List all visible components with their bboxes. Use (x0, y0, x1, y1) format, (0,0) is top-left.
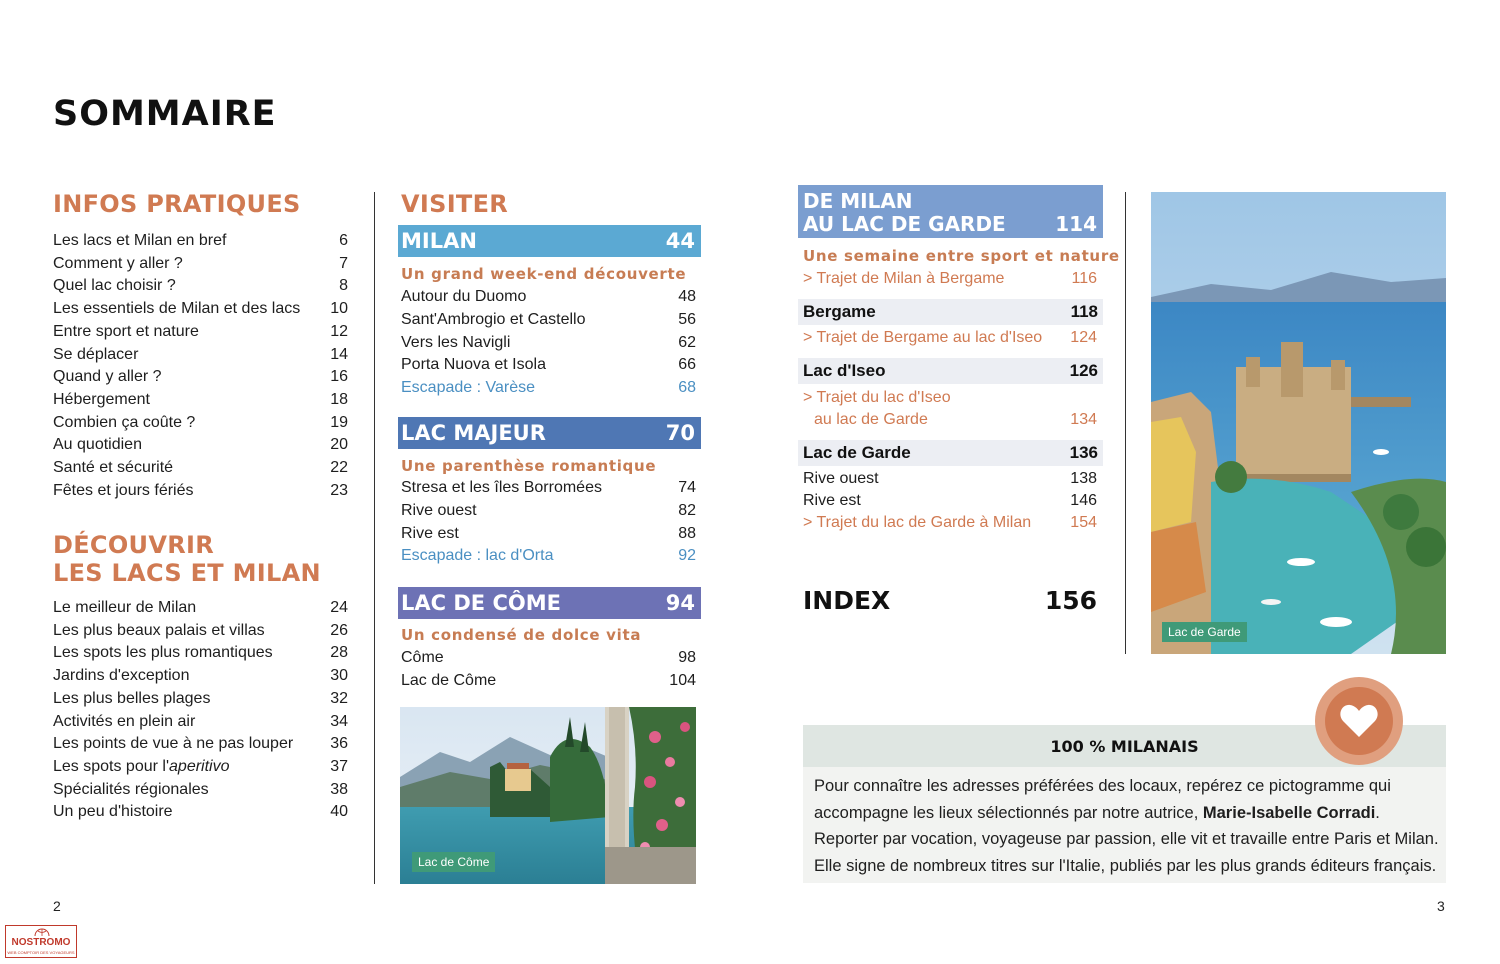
milan-title: MILAN (401, 229, 477, 253)
milanais-text-after: . Reporter par vocation, voyageuse par passion, elle vit et travaille entre Paris et Milan. Elle signe de nombreux titres sur l'Italie, publiés par les plus grands éditeurs français. (814, 803, 1439, 875)
toc-entry-label-text: Côme (401, 649, 444, 666)
toc-entry-page: 34 (330, 712, 348, 730)
toc-entry-label-text: Les plus beaux palais et villas (53, 621, 265, 639)
toc-entry-label: Bergame (803, 302, 876, 321)
toc-entry-label-text: Sant'Ambrogio et Castello (401, 310, 586, 328)
majeur-band (398, 417, 701, 449)
milanais-text (814, 773, 1439, 879)
toc-entry[interactable] (53, 780, 348, 800)
decouvrir-heading (53, 531, 321, 587)
toc-entry[interactable] (401, 546, 696, 566)
toc-entry-label-line1: > Trajet du lac d'Iseo (803, 389, 951, 406)
toc-entry-page: 6 (339, 232, 348, 249)
toc-entry-label-text: Hébergement (53, 390, 150, 408)
toc-entry-page: 104 (669, 671, 696, 689)
column-divider (374, 192, 375, 884)
toc-entry-page: 138 (1070, 470, 1097, 487)
milan-page: 44 (665, 229, 695, 253)
toc-entry-label (53, 390, 150, 410)
toc-entry-label-text: Vers les Navigli (401, 333, 511, 351)
visiter-heading: VISITER (401, 190, 509, 218)
toc-entry-label (53, 413, 195, 433)
toc-entry-page: 126 (1069, 361, 1098, 380)
toc-entry-label-text: Les plus belles plages (53, 689, 211, 707)
garde-page: 114 (1055, 212, 1097, 236)
toc-entry-label-line2: au lac de Garde (814, 411, 928, 428)
toc-entry-index[interactable] (803, 586, 1097, 615)
toc-entry-label: > Trajet de Milan à Bergame (803, 270, 1005, 287)
toc-entry-page: 98 (678, 649, 696, 666)
toc-entry-page: 124 (1070, 329, 1097, 346)
toc-entry-label (53, 367, 162, 387)
toc-entry-page: 146 (1070, 492, 1097, 509)
toc-entry[interactable] (401, 333, 696, 353)
page-number-left: 2 (53, 898, 61, 914)
toc-entry-label-text: Se déplacer (53, 345, 139, 363)
heart-badge (1315, 677, 1403, 765)
toc-entry[interactable] (53, 299, 348, 319)
toc-entry-iseo[interactable] (798, 358, 1103, 384)
toc-entry[interactable] (401, 310, 696, 330)
toc-entry-rive-ouest[interactable] (803, 469, 1097, 489)
toc-entry-label-text: Autour du Duomo (401, 288, 527, 305)
toc-entry[interactable] (53, 413, 348, 433)
column-divider-right (1125, 192, 1126, 654)
toc-entry[interactable] (53, 712, 348, 732)
milan-band (398, 225, 701, 257)
toc-entry-label-text: Activités en plein air (53, 712, 196, 730)
toc-entry-label (53, 435, 142, 455)
come-title: LAC DE CÔME (401, 591, 561, 615)
toc-entry-label-text: Rive est (401, 524, 459, 542)
toc-entry-label (53, 666, 189, 686)
toc-entry-label (53, 345, 138, 365)
toc-entry-label-text: Escapade : lac d'Orta (401, 547, 554, 565)
toc-entry-label (401, 310, 585, 330)
toc-entry-page: 40 (330, 803, 348, 821)
toc-entry-page: 22 (330, 459, 348, 476)
toc-entry-label (401, 524, 459, 544)
toc-entry-label (53, 276, 176, 296)
toc-entry-label: Lac de Garde (803, 443, 911, 462)
toc-entry-lac-de-garde[interactable] (798, 440, 1103, 466)
toc-entry-label (401, 287, 526, 307)
toc-entry-label (53, 254, 183, 274)
toc-entry[interactable] (53, 481, 348, 501)
toc-entry-label (53, 757, 230, 777)
garde-title-line2: AU LAC DE GARDE (803, 212, 1006, 236)
toc-entry-label-text: Stresa et les îles Borromées (401, 479, 602, 496)
toc-entry[interactable] (53, 345, 348, 365)
toc-entry-label (401, 648, 444, 668)
toc-entry-label: Rive est (803, 492, 861, 509)
toc-entry[interactable] (53, 276, 348, 296)
lac-de-garde-illustration (1151, 192, 1446, 654)
garde-subtitle: Une semaine entre sport et nature (803, 247, 1120, 265)
toc-entry-page: 92 (678, 547, 696, 565)
toc-entry-label-text: Combien ça coûte ? (53, 413, 196, 431)
toc-entry-label-text: Les points de vue à ne pas louper (53, 735, 294, 753)
garde-title-line1: DE MILAN (803, 189, 913, 213)
toc-entry-label (53, 322, 199, 342)
logo-word: NOSTROMO (11, 937, 71, 948)
toc-entry-trajet-iseo-garde[interactable] (803, 387, 1097, 431)
toc-entry[interactable] (53, 734, 348, 754)
toc-entry[interactable] (53, 643, 348, 663)
toc-entry-page: 154 (1070, 514, 1097, 531)
come-band (398, 587, 701, 619)
toc-entry-page: 38 (330, 780, 348, 798)
toc-entry[interactable] (53, 757, 348, 777)
toc-entry[interactable] (53, 598, 348, 618)
toc-entry[interactable] (53, 666, 348, 686)
globe-icon (34, 928, 50, 936)
toc-entry-label-text: Porta Nuova et Isola (401, 356, 546, 374)
toc-entry-label-text: Les spots les plus romantiques (53, 644, 273, 662)
toc-entry[interactable] (401, 501, 696, 521)
heart-badge-inner (1325, 687, 1393, 755)
toc-entry-label-text: Spécialités régionales (53, 780, 209, 798)
toc-entry[interactable] (53, 458, 348, 478)
toc-entry-trajet-bergame-iseo[interactable] (803, 328, 1097, 348)
toc-entry-label (53, 481, 194, 501)
page-number-right: 3 (1437, 898, 1445, 914)
toc-entry-page: 32 (330, 689, 348, 707)
toc-entry-page: 116 (1071, 270, 1097, 287)
toc-entry[interactable] (53, 367, 348, 387)
garde-band (798, 185, 1103, 238)
heart-icon (1339, 703, 1379, 739)
toc-entry-trajet-garde-milan[interactable] (803, 513, 1097, 533)
toc-entry-page: 30 (330, 667, 348, 685)
index-label: INDEX (803, 586, 891, 615)
toc-entry-label-text: Fêtes et jours fériés (53, 481, 194, 499)
lac-de-garde-caption: Lac de Garde (1162, 622, 1247, 642)
toc-entry-page: 12 (330, 322, 348, 340)
toc-entry-label-text: Santé et sécurité (53, 459, 174, 476)
milanais-author: Marie-Isabelle Corradi (1202, 803, 1376, 822)
decouvrir-heading-line1: DÉCOUVRIR (53, 531, 214, 559)
toc-entry-page: 74 (678, 479, 696, 496)
toc-entry-label-text: Escapade : Varèse (401, 379, 536, 397)
toc-entry[interactable] (401, 478, 696, 498)
toc-entry-label (53, 621, 265, 641)
page-title: SOMMAIRE (53, 94, 277, 134)
come-subtitle: Un condensé de dolce vita (401, 626, 642, 644)
logo-tagline: WEB COMPTOIR DES VOYAGEURS (7, 950, 75, 955)
toc-entry-label-text: Quel lac choisir ? (53, 277, 176, 295)
toc-entry-label (401, 501, 477, 521)
toc-entry-label-text: Lac de Côme (401, 671, 497, 689)
toc-entry-page: 24 (330, 599, 348, 616)
toc-entry-page: 66 (678, 356, 696, 374)
milanais-text-before: Pour connaître les adresses préférées des locaux, repérez ce pictogramme qui accompagne les lieux sélectionnés par notre autrice, (814, 777, 1391, 822)
toc-entry[interactable] (53, 802, 348, 822)
toc-entry-page: 88 (678, 524, 696, 542)
toc-entry[interactable] (401, 355, 696, 375)
toc-entry-label-text: Rive ouest (401, 501, 477, 519)
toc-entry-trajet-milan-bergame[interactable] (803, 269, 1097, 289)
toc-entry-label-text: Au quotidien (53, 436, 142, 454)
toc-entry-label (53, 734, 293, 754)
toc-entry-page: 136 (1069, 443, 1098, 462)
toc-entry-label-italic: aperitivo (169, 757, 230, 775)
toc-entry-page: 37 (330, 757, 348, 775)
toc-entry-label (53, 299, 300, 319)
toc-entry-page: 118 (1070, 302, 1098, 321)
toc-entry-label-text: Comment y aller ? (53, 254, 183, 272)
toc-entry-rive-est[interactable] (803, 491, 1097, 511)
toc-entry[interactable] (401, 524, 696, 544)
toc-entry-page: 16 (330, 368, 348, 386)
nostromo-logo (5, 925, 77, 958)
toc-entry-page: 62 (678, 333, 696, 351)
toc-entry-page: 26 (330, 621, 348, 639)
toc-entry[interactable] (53, 621, 348, 641)
toc-entry-page: 68 (678, 379, 696, 397)
toc-entry[interactable] (53, 254, 348, 274)
toc-entry-page: 134 (1070, 411, 1097, 428)
toc-entry-label (401, 671, 496, 691)
toc-entry-label: Rive ouest (803, 470, 879, 487)
toc-entry-label (401, 546, 553, 566)
toc-entry-page: 8 (339, 277, 348, 295)
toc-entry-page: 82 (678, 501, 696, 519)
majeur-subtitle: Une parenthèse romantique (401, 457, 657, 475)
toc-entry-page: 48 (678, 288, 696, 305)
infos-heading: INFOS PRATIQUES (53, 190, 301, 218)
toc-entry-label-text: Les essentiels de Milan et des lacs (53, 300, 301, 318)
toc-entry-page: 28 (330, 644, 348, 662)
toc-entry[interactable] (401, 287, 696, 307)
toc-entry[interactable] (401, 378, 696, 398)
index-page: 156 (1044, 586, 1097, 615)
toc-entry-label (53, 689, 210, 709)
toc-entry-label (53, 802, 173, 822)
toc-entry[interactable] (401, 648, 696, 668)
toc-entry-page: 10 (330, 300, 348, 318)
toc-entry-page: 7 (339, 254, 348, 272)
toc-entry-label (53, 458, 173, 478)
toc-entry[interactable] (53, 231, 348, 251)
toc-entry-label (53, 231, 226, 251)
toc-entry-label-text: Les lacs et Milan en bref (53, 232, 227, 249)
toc-entry-bergame[interactable] (798, 299, 1103, 325)
toc-entry-label (401, 378, 535, 398)
toc-entry-label: > Trajet du lac de Garde à Milan (803, 514, 1032, 531)
toc-entry[interactable] (53, 689, 348, 709)
toc-entry-label (401, 333, 510, 353)
toc-entry-page: 14 (330, 345, 348, 363)
toc-entry-page: 19 (330, 413, 348, 431)
toc-entry[interactable] (53, 322, 348, 342)
toc-entry-label (401, 355, 546, 375)
toc-entry-page: 18 (330, 390, 348, 408)
toc-entry-label-text: Jardins d'exception (53, 667, 190, 685)
toc-entry-label-text: Entre sport et nature (53, 322, 199, 340)
majeur-page: 70 (665, 421, 695, 445)
toc-entry[interactable] (53, 435, 348, 455)
lac-de-come-caption: Lac de Côme (412, 852, 495, 872)
toc-entry-label (53, 780, 209, 800)
toc-entry[interactable] (401, 671, 696, 691)
toc-entry-page: 56 (678, 310, 696, 328)
toc-entry-page: 23 (330, 481, 348, 499)
toc-entry-label (53, 598, 196, 618)
milan-subtitle: Un grand week-end découverte (401, 265, 687, 283)
toc-entry-label-text: Les spots pour l' (53, 757, 170, 775)
come-page: 94 (665, 591, 695, 615)
toc-entry-page: 36 (330, 735, 348, 753)
toc-entry-label-text: Quand y aller ? (53, 368, 162, 386)
toc-entry-label: > Trajet de Bergame au lac d'Iseo (803, 329, 1043, 346)
decouvrir-heading-line2: LES LACS ET MILAN (53, 559, 321, 587)
milanais-heading: 100 % MILANAIS (803, 725, 1446, 767)
lac-de-come-photo (400, 707, 696, 884)
toc-entry[interactable] (53, 390, 348, 410)
toc-entry-label (53, 643, 273, 663)
toc-entry-page: 20 (330, 436, 348, 454)
toc-entry-label (401, 478, 602, 498)
majeur-title: LAC MAJEUR (401, 421, 546, 445)
toc-entry-label: Lac d'Iseo (803, 361, 886, 380)
toc-entry-label-text: Un peu d'histoire (53, 803, 173, 821)
lac-de-garde-photo (1151, 192, 1446, 654)
toc-entry-line2 (803, 409, 1097, 431)
toc-entry-label-text: Le meilleur de Milan (53, 599, 197, 616)
toc-entry-label (53, 712, 195, 732)
